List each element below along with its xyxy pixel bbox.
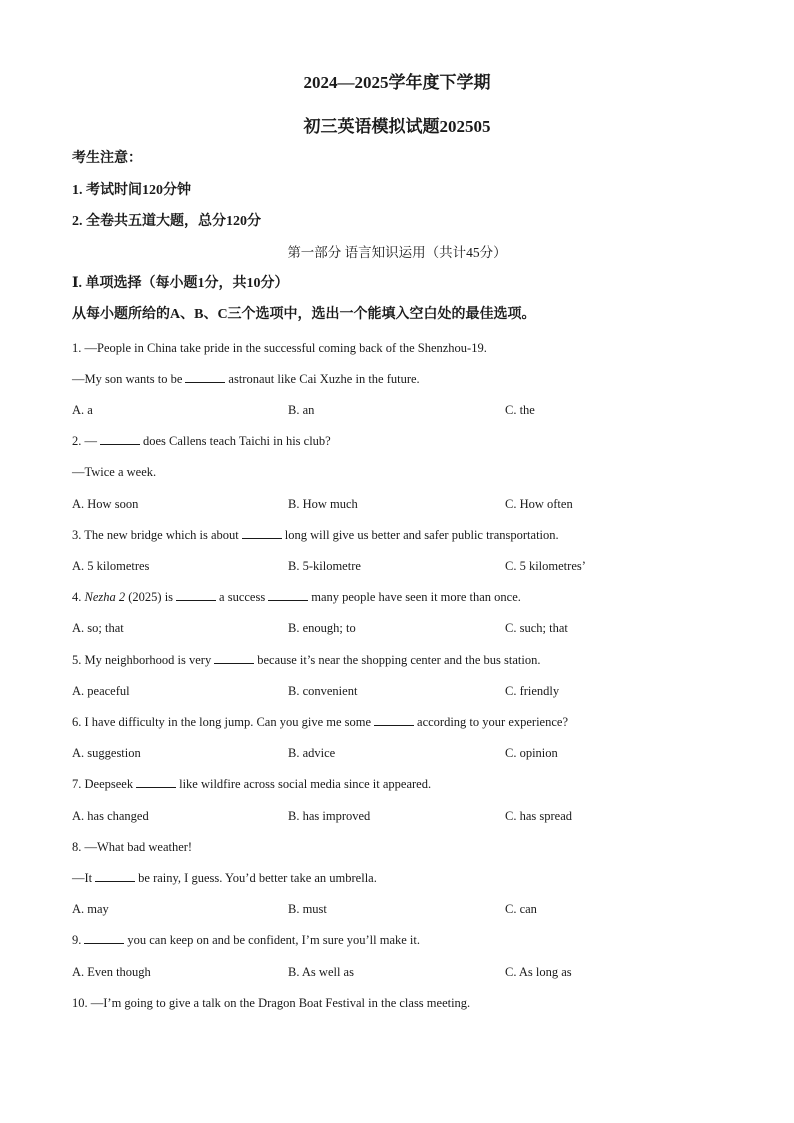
answer-blank [374, 713, 414, 726]
question-9-option-b: B. As well as [288, 965, 354, 979]
question-2-number: 2. — [72, 434, 97, 448]
question-3-option-b: B. 5-kilometre [288, 559, 361, 573]
exam-title-name: 初三英语模拟试题202505 [303, 117, 491, 136]
question-4-text-a: (2025) is [128, 590, 174, 604]
question-6-option-b: B. advice [288, 746, 336, 760]
question-8-prompt: 8. —What bad weather! [72, 840, 193, 854]
question-5-option-b: B. convenient [288, 684, 358, 698]
question-3-prompt [72, 526, 559, 544]
answer-blank [176, 588, 216, 601]
question-7-text-start: 7. Deepseek [72, 777, 134, 791]
question-6-text-start: 6. I have difficulty in the long jump. Can you give me some [72, 715, 372, 729]
question-2-option-b: B. How much [288, 497, 358, 511]
question-10-prompt: 10. —I’m going to give a talk on the Dragon Boat Festival in the class meeting. [72, 996, 471, 1010]
question-5-option-c: C. friendly [505, 684, 560, 698]
question-7-text-end: like wildfire across social media since it appeared. [179, 777, 432, 791]
exam-title-year: 2024—2025学年度下学期 [303, 73, 491, 92]
question-4-number: 4. [72, 590, 82, 604]
question-4-text-c: many people have seen it more than once. [311, 590, 521, 604]
question-8-option-b: B. must [288, 902, 327, 916]
question-8-option-a: A. may [72, 902, 109, 916]
question-3-text-end: long will give us better and safer public transportation. [284, 528, 559, 542]
question-1-option-a: A. a [72, 403, 93, 417]
question-1-option-b: B. an [288, 403, 315, 417]
question-5-prompt [72, 651, 541, 669]
question-2-option-a: A. How soon [72, 497, 139, 511]
question-9-text: you can keep on and be confident, I’m sure you’ll make it. [127, 933, 420, 947]
question-8-reply-start: —It [72, 871, 93, 885]
question-6-option-a: A. suggestion [72, 746, 141, 760]
question-1-reply-end: astronaut like Cai Xuzhe in the future. [228, 372, 420, 386]
question-3-text-start: 3. The new bridge which is about [72, 528, 239, 542]
question-2-option-c: C. How often [505, 497, 573, 511]
question-5-text-end: because it’s near the shopping center and the bus station. [257, 653, 541, 667]
question-3-option-c: C. 5 kilometres’ [505, 559, 586, 573]
question-4-option-b: B. enough; to [288, 621, 356, 635]
question-1-reply [72, 370, 420, 388]
answer-blank [100, 432, 140, 445]
question-2-reply: —Twice a week. [72, 465, 157, 479]
question-1-reply-start: —My son wants to be [72, 372, 183, 386]
question-6-option-c: C. opinion [505, 746, 558, 760]
question-8-option-c: C. can [505, 902, 537, 916]
answer-blank [84, 931, 124, 944]
notice-heading: 考生注意： [72, 151, 142, 166]
question-4-option-a: A. so; that [72, 621, 124, 635]
question-4-text-b: a success [219, 590, 266, 604]
answer-blank [214, 651, 254, 664]
question-2-prompt [72, 432, 331, 450]
answer-blank [95, 869, 135, 882]
question-6-text-end: according to your experience? [417, 715, 568, 729]
question-1-option-c: C. the [505, 403, 535, 417]
question-9-prompt [72, 931, 420, 949]
question-4-film-title: Nezha 2 [84, 590, 126, 604]
question-1-prompt: 1. —People in China take pride in the successful coming back of the Shenzhou-19. [72, 341, 487, 355]
answer-blank [268, 588, 308, 601]
question-5-option-a: A. peaceful [72, 684, 130, 698]
section-one-title: Ⅰ. 单项选择（每小题1分，共10分） [72, 276, 289, 291]
question-5-text-start: 5. My neighborhood is very [72, 653, 212, 667]
question-4-option-c: C. such; that [505, 621, 568, 635]
question-7-option-a: A. has changed [72, 809, 149, 823]
question-7-prompt [72, 775, 431, 793]
question-2-text: does Callens teach Taichi in his club? [143, 434, 331, 448]
question-8-reply-end: be rainy, I guess. You’d better take an umbrella. [138, 871, 377, 885]
question-7-option-c: C. has spread [505, 809, 572, 823]
question-3-option-a: A. 5 kilometres [72, 559, 150, 573]
notice-item-time: 1. 考试时间120分钟 [72, 183, 191, 198]
question-7-option-b: B. has improved [288, 809, 371, 823]
answer-blank [185, 370, 225, 383]
question-9-number: 9. [72, 933, 82, 947]
question-8-reply [72, 869, 377, 887]
question-9-option-c: C. As long as [505, 965, 572, 979]
answer-blank [136, 775, 176, 788]
question-9-option-a: A. Even though [72, 965, 151, 979]
question-6-prompt [72, 713, 568, 731]
answer-blank [242, 526, 282, 539]
notice-item-score: 2. 全卷共五道大题，总分120分 [72, 214, 261, 229]
part-one-heading: 第一部分 语言知识运用（共计45分） [287, 245, 507, 260]
question-4-prompt [72, 588, 521, 606]
section-one-instruction: 从每小题所给的A、B、C三个选项中，选出一个能填入空白处的最佳选项。 [72, 307, 536, 322]
